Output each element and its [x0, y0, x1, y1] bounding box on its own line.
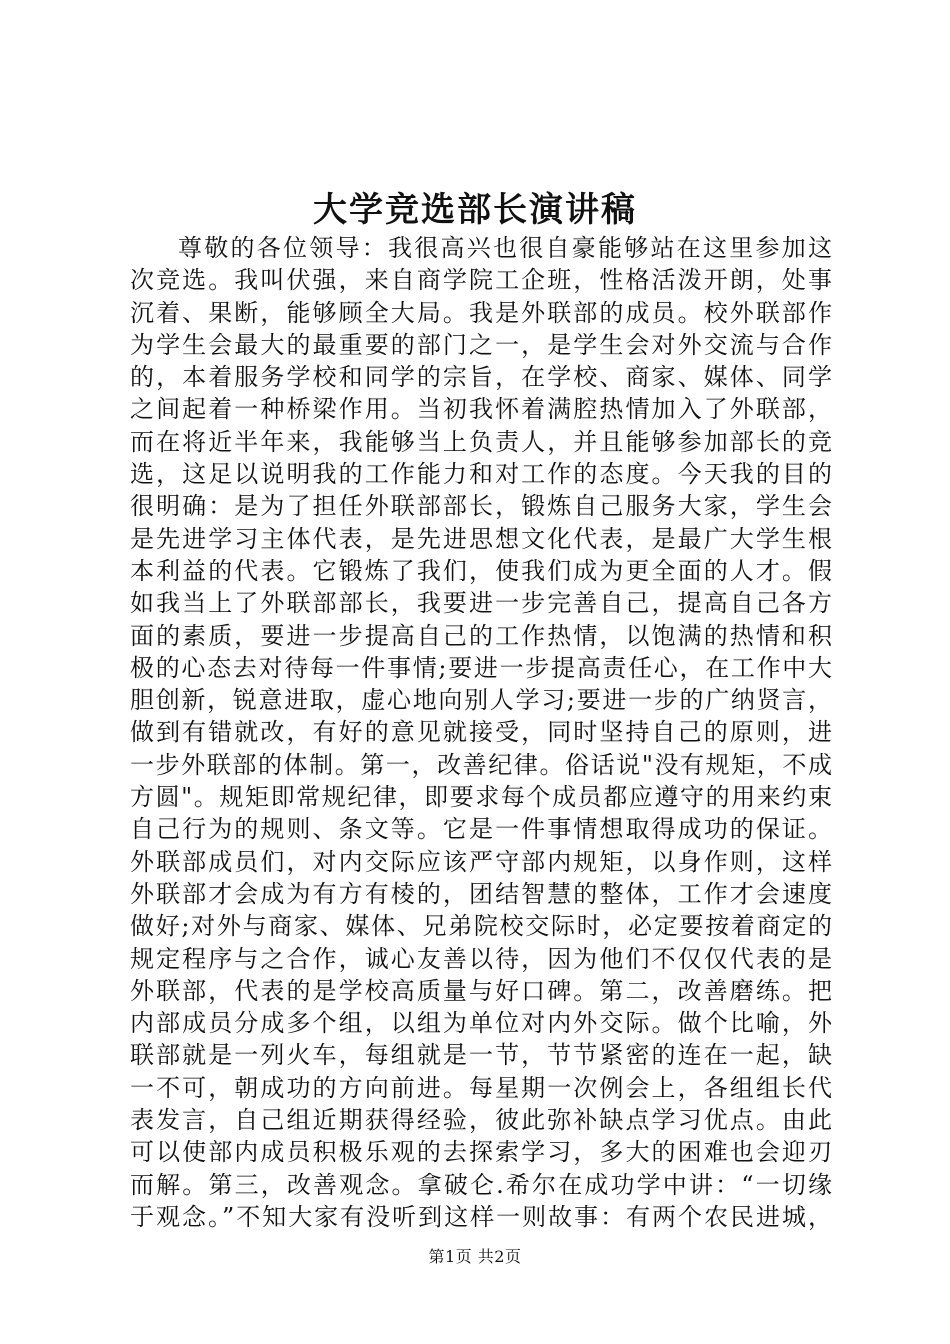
- text-line: 次竞选。我叫伏强，来自商学院工企班，性格活泼开朗，处事: [130, 266, 832, 295]
- text-line: 面的素质，要进一步提高自己的工作热情，以饱满的热情和积: [130, 621, 832, 650]
- text-line: 而在将近半年来，我能够当上负责人，并且能够参加部长的竞: [130, 427, 832, 456]
- text-line: 是先进学习主体代表，是先进思想文化代表，是最广大学生根: [130, 524, 832, 553]
- text-line: 的，本着服务学校和同学的宗旨，在学校、商家、媒体、同学: [130, 363, 832, 392]
- text-line: 本利益的代表。它锻炼了我们，使我们成为更全面的人才。假: [130, 556, 832, 585]
- text-line: 如我当上了外联部部长，我要进一步完善自己，提高自己各方: [130, 589, 832, 618]
- text-line: 表发言，自己组近期获得经验，彼此弥补缺点学习优点。由此: [130, 1106, 832, 1135]
- text-line: 联部就是一列火车，每组就是一节，节节紧密的连在一起，缺: [130, 1041, 832, 1070]
- text-line: 选，这足以说明我的工作能力和对工作的态度。今天我的目的: [130, 460, 832, 489]
- text-line: 为学生会最大的最重要的部门之一，是学生会对外交流与合作: [130, 330, 832, 359]
- text-line: 规定程序与之合作，诚心友善以待，因为他们不仅仅代表的是: [130, 944, 832, 973]
- text-line: 方圆"。规矩即常规纪律，即要求每个成员都应遵守的用来约束: [130, 783, 832, 812]
- text-line: 可以使部内成员积极乐观的去探索学习，多大的困难也会迎刃: [130, 1138, 832, 1167]
- text-line: 尊敬的各位领导：我很高兴也很自豪能够站在这里参加这: [178, 234, 832, 262]
- text-line: 而解。第三，改善观念。拿破仑.希尔在成功学中讲：“一切缘: [130, 1170, 832, 1199]
- text-line: 内部成员分成多个组，以组为单位对内外交际。做个比喻，外: [130, 1009, 832, 1038]
- text-line: 一步外联部的体制。第一，改善纪律。俗话说"没有规矩，不成: [130, 750, 832, 779]
- text-line: 极的心态去对待每一件事情;要进一步提高责任心，在工作中大: [130, 653, 832, 682]
- text-line: 于观念。”不知大家有没听到这样一则故事：有两个农民进城，: [130, 1202, 832, 1231]
- text-line: 沉着、果断，能够顾全大局。我是外联部的成员。校外联部作: [130, 298, 832, 327]
- text-line: 外联部成员们，对内交际应该严守部内规矩，以身作则，这样: [130, 847, 832, 876]
- document-body: [130, 232, 832, 1233]
- text-line: 外联部，代表的是学校高质量与好口碑。第二，改善磨练。把: [130, 976, 832, 1005]
- text-line: 之间起着一种桥梁作用。当初我怀着满腔热情加入了外联部，: [130, 395, 832, 424]
- text-line: 胆创新，锐意进取，虚心地向别人学习;要进一步的广纳贤言，: [130, 686, 832, 715]
- text-line: 外联部才会成为有方有棱的，团结智慧的整体，工作才会速度: [130, 879, 832, 908]
- text-line: 做好;对外与商家、媒体、兄弟院校交际时，必定要按着商定的: [130, 912, 832, 941]
- document-title: 大学竞选部长演讲稿: [313, 190, 637, 230]
- text-line: 自己行为的规则、条文等。它是一件事情想取得成功的保证。: [130, 815, 832, 844]
- text-line: 做到有错就改，有好的意见就接受，同时坚持自己的原则，进: [130, 718, 832, 747]
- text-line: 很明确：是为了担任外联部部长，锻炼自己服务大家，学生会: [130, 492, 832, 521]
- text-line: 一不可，朝成功的方向前进。每星期一次例会上，各组组长代: [130, 1073, 832, 1102]
- page-footer: 第1页 共2页: [428, 1247, 522, 1266]
